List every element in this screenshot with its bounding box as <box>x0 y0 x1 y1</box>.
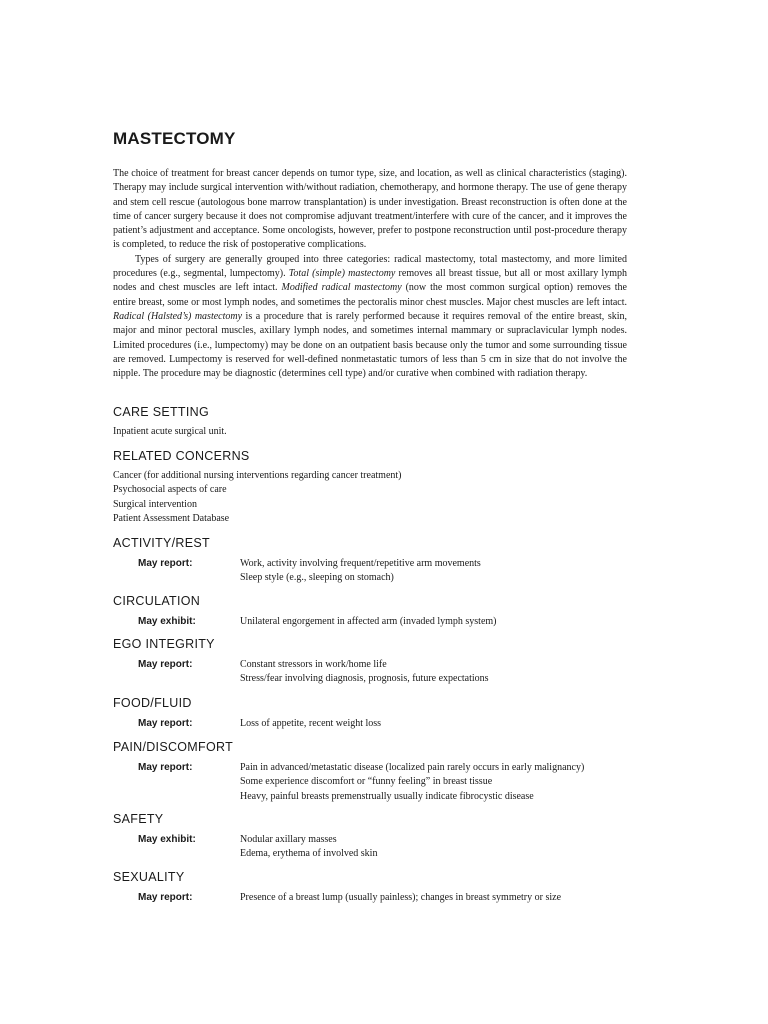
list-item: Unilateral engorgement in affected arm (invaded lymph system) <box>240 616 497 627</box>
care-setting-section <box>113 405 627 439</box>
intro-p2-text-b: removes all breast tissue, but all or most axillary lymph nodes and chest muscles are left intact. <box>113 268 627 294</box>
list-item: Stress/fear involving diagnosis, prognosis, future expectations <box>240 673 489 685</box>
assessment-items <box>240 891 561 905</box>
intro-p2-text-a: Types of surgery are generally grouped into three categories: radical mastectomy, total mastectomy, and more limited procedures (e.g., segmental, lumpectomy). <box>113 253 627 280</box>
page-title: MASTECTOMY <box>113 129 236 148</box>
list-item: Edema, erythema of involved skin <box>240 848 378 860</box>
assessment-items <box>240 717 381 731</box>
list-item: Pain in advanced/metastatic disease (localized pain rarely occurs in early malignancy) <box>240 762 585 773</box>
section-heading: CIRCULATION <box>113 594 201 608</box>
section-heading: RELATED CONCERNS <box>113 449 250 463</box>
section-heading: PAIN/DISCOMFORT <box>113 740 234 754</box>
assessment-row <box>113 833 627 862</box>
assessment-label: May report: <box>138 892 193 903</box>
list-item: Heavy, painful breasts premenstrually usually indicate fibrocystic disease <box>240 790 534 802</box>
section-heading: FOOD/FLUID <box>113 696 192 710</box>
assessment-label: May report: <box>138 718 193 729</box>
section-body <box>113 425 627 439</box>
related-concerns-section <box>113 449 627 526</box>
circulation-section <box>113 594 627 629</box>
food-fluid-section <box>113 696 627 731</box>
assessment-row <box>113 615 627 629</box>
list-item: Surgical intervention <box>113 498 197 510</box>
section-heading: EGO INTEGRITY <box>113 637 215 651</box>
assessment-items <box>240 557 481 586</box>
care-setting-text: Inpatient acute surgical unit. <box>113 426 227 437</box>
assessment-label: May exhibit: <box>138 834 196 845</box>
section-heading: CARE SETTING <box>113 405 209 419</box>
section-heading: ACTIVITY/REST <box>113 536 210 550</box>
assessment-items <box>240 615 497 629</box>
activity-rest-section <box>113 536 627 586</box>
assessment-label: May report: <box>138 762 193 773</box>
assessment-items <box>240 833 377 862</box>
assessment-row <box>113 761 627 804</box>
intro-paragraph-2 <box>113 253 627 382</box>
sexuality-section <box>113 870 627 905</box>
intro-p2-term-radical: Radical (Halsted’s) mastectomy <box>113 310 243 322</box>
intro-p2-term-modified: Modified radical mastectomy <box>281 282 402 294</box>
assessment-row <box>113 557 627 586</box>
assessment-label: May report: <box>138 659 193 670</box>
assessment-items <box>240 761 584 804</box>
list-item: Psychosocial aspects of care <box>113 484 227 496</box>
ego-integrity-section <box>113 637 627 687</box>
assessment-row <box>113 658 627 687</box>
section-body <box>113 469 627 526</box>
intro-p2-term-total: Total (simple) mastectomy <box>288 268 396 280</box>
pain-discomfort-section <box>113 740 627 804</box>
list-item: Some experience discomfort or “funny feeling” in breast tissue <box>240 776 493 788</box>
list-item: Constant stressors in work/home life <box>240 659 387 670</box>
intro-p2-text-c: (now the most common surgical option) removes the entire breast, some or most lymph nodes, and sometimes the pectoralis minor chest muscles. Major chest muscles are left intact. <box>113 282 627 308</box>
list-item: Presence of a breast lump (usually painless); changes in breast symmetry or size <box>240 892 562 903</box>
intro-paragraph-1: The choice of treatment for breast cancer depends on tumor type, size, and location, as well as clinical characteristics (staging). Therapy may include surgical intervention with/without radiation, chemotherapy, and hormone therapy. The use of gene therapy and stem cell rescue (autologous bone marrow transplantation) is under investigation. Breast reconstruction is often done at the time of cancer surgery because it does not compromise adjuvant treatment/interfere with cure of the cancer, and it improves the patient’s adjustment and acceptance. Some oncologists, however, prefer to postpone reconstruction until post-procedure therapy is completed, to reduce the risk of postoperative complications. <box>113 168 627 251</box>
list-item: Nodular axillary masses <box>240 834 337 845</box>
assessment-row <box>113 717 627 731</box>
assessment-label: May report: <box>138 558 193 569</box>
safety-section <box>113 812 627 862</box>
list-item: Loss of appetite, recent weight loss <box>240 718 382 729</box>
intro-p2-text-d: is a procedure that is rarely performed because it requires removal of the entire breast, skin, major and minor pectoral muscles, axillary lymph nodes, and sometimes internal mammary or supraclavicular lymph nodes. Limited procedures (i.e., lumpectomy) may be done on an outpatient basis because only the tumor and some surrounding tissue are removed. Lumpectomy is reserved for well-defined nonmetastatic tumors of less than 5 cm in size that do not involve the nipple. The procedure may be diagnostic (determines cell type) and/or curative when combined with radiation therapy. <box>113 310 627 380</box>
section-heading: SAFETY <box>113 812 164 826</box>
assessment-row <box>113 891 627 905</box>
assessment-label: May exhibit: <box>138 616 196 627</box>
section-heading: SEXUALITY <box>113 870 185 884</box>
intro-text <box>113 167 627 381</box>
list-item: Patient Assessment Database <box>113 512 230 524</box>
list-item: Cancer (for additional nursing interventions regarding cancer treatment) <box>113 470 402 481</box>
list-item: Sleep style (e.g., sleeping on stomach) <box>240 572 394 584</box>
assessment-items <box>240 658 489 687</box>
list-item: Work, activity involving frequent/repetitive arm movements <box>240 558 481 569</box>
